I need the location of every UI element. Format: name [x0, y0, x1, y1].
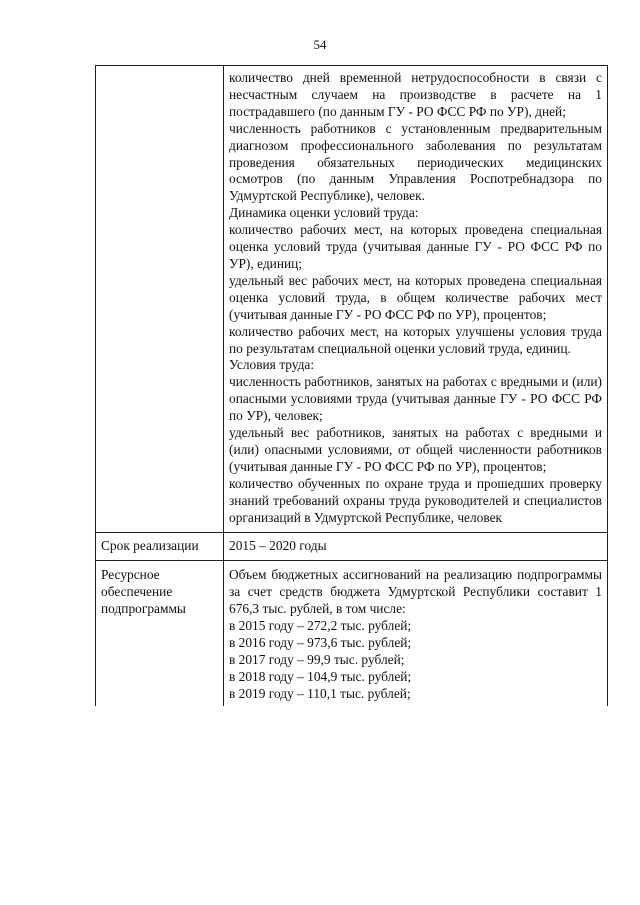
indicator-paragraph: удельный вес работников, занятых на работах с вредными и (или) опасными условиями, от общей численности работников (учитывая данные ГУ - РО ФСС РФ по УР), процентов;	[229, 425, 602, 474]
indicators-label-cell	[96, 66, 224, 533]
table-row-resources	[96, 561, 608, 706]
resources-year-line: в 2017 году – 99,9 тыс. рублей;	[229, 651, 405, 667]
section-heading: Динамика оценки условий труда:	[229, 205, 419, 221]
resources-year-line: в 2016 году – 973,6 тыс. рублей;	[229, 635, 412, 650]
subprogram-passport-table	[95, 65, 608, 706]
indicator-paragraph: численность работников с установленным предварительным диагнозом профессионального заболевания по результатам проведения обязательных периодических медицинских осмотров (по данным Управления Роспотребнадзора по Удмуртской Республике), человек.	[229, 120, 602, 204]
resources-year-line: в 2019 году – 110,1 тыс. рублей;	[229, 685, 411, 701]
indicators-content-cell	[224, 66, 608, 533]
indicator-paragraph: количество дней временной нетрудоспособности в связи с несчастным случаем на производстве в расчете на 1 пострадавшего (по данным ГУ - РО ФСС РФ по УР), дней;	[229, 70, 602, 119]
resources-label: Ресурсное обеспечение подпрограммы	[96, 561, 224, 706]
resources-content-cell	[224, 561, 608, 706]
table-row-period	[96, 533, 608, 561]
resources-year-line: в 2015 году – 272,2 тыс. рублей;	[229, 618, 412, 634]
section-heading: Условия труда:	[229, 357, 315, 373]
indicator-paragraph: количество обученных по охране труда и прошедших проверку знаний требований охраны труда руководителей и специалистов организаций в Удмуртской Республике, человек	[229, 475, 602, 525]
indicator-paragraph: количество рабочих мест, на которых проведена специальная оценка условий труда (учитывая данные ГУ - РО ФСС РФ по УР), единиц;	[229, 222, 602, 271]
period-label: Срок реализации	[96, 533, 224, 561]
page-number: 54	[313, 37, 327, 52]
table-row-indicators	[96, 66, 608, 533]
resources-paragraph: Объем бюджетных ассигнований на реализацию подпрограммы за счет средств бюджета Удмуртской Республики составит 1 676,3 тыс. рублей, в том числе:	[229, 567, 602, 617]
indicator-paragraph: удельный вес рабочих мест, на которых проведена специальная оценка условий труда, в общем количестве рабочих мест (учитывая данные ГУ - РО ФСС РФ по УР), процентов;	[229, 272, 602, 322]
indicator-paragraph: количество рабочих мест, на которых улучшены условия труда по результатам специальной оценки условий труда, единиц.	[229, 323, 602, 356]
period-value: 2015 – 2020 годы	[224, 533, 608, 561]
indicator-paragraph: численность работников, занятых на работах с вредными и (или) опасными условиями труда (учитывая данные ГУ - РО ФСС РФ по УР), человек;	[229, 374, 602, 424]
resources-year-line: в 2018 году – 104,9 тыс. рублей;	[229, 668, 412, 684]
